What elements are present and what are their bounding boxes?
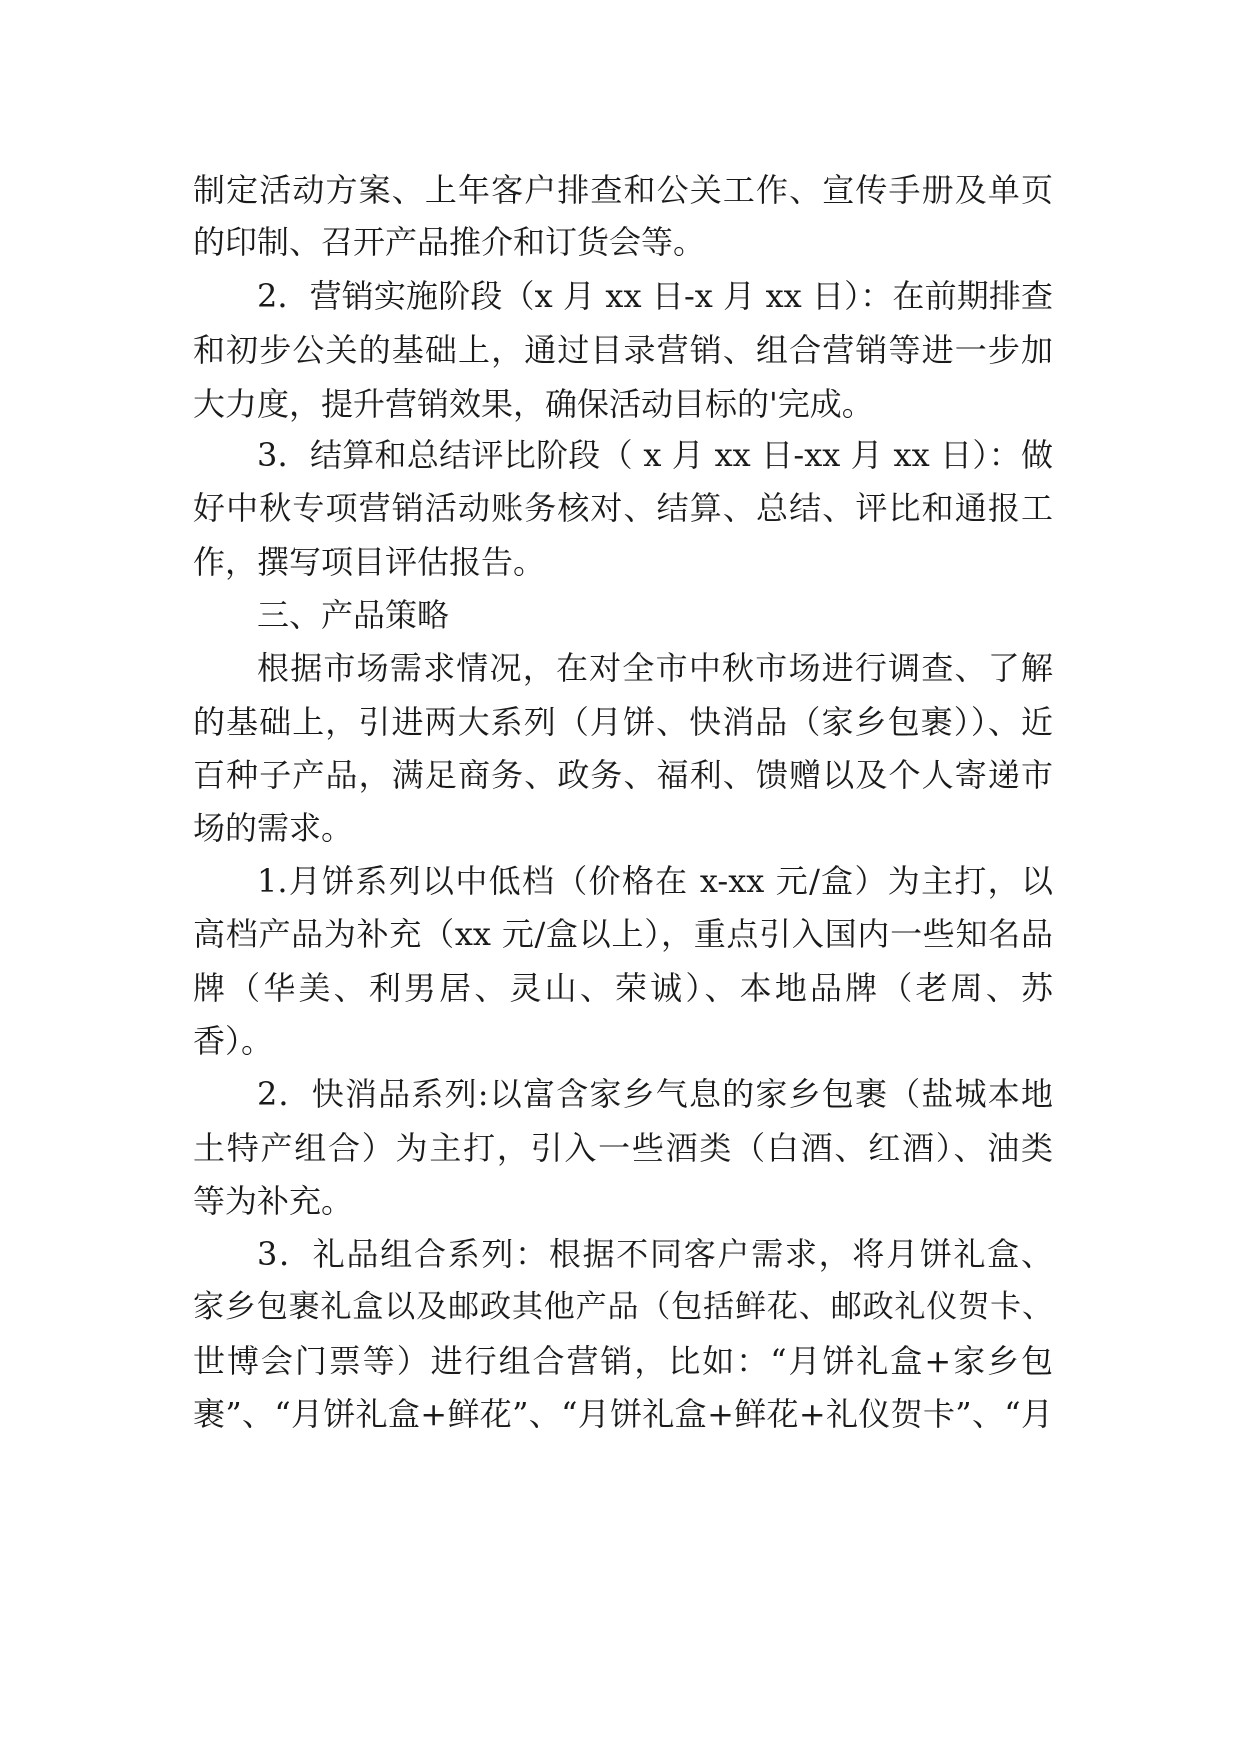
text-line: 高档产品为补充（xx 元/盒以上），重点引入国内一些知名品 [193, 915, 1053, 953]
text-line: 3．礼品组合系列：根据不同客户需求，将月饼礼盒、 [257, 1235, 1053, 1273]
text-line: 的基础上，引进两大系列（月饼、快消品（家乡包裹））、近 [193, 703, 1053, 741]
text-line: 根据市场需求情况，在对全市中秋市场进行调查、了解 [257, 649, 1053, 687]
text-line: 1.月饼系列以中低档（价格在 x-xx 元/盒）为主打，以 [257, 862, 1053, 900]
section-heading: 三、产品策略 [257, 596, 450, 634]
text-line: 作，撰写项目评估报告。 [193, 543, 546, 581]
text-line: 场的需求。 [193, 809, 354, 847]
text-line: 土特产组合）为主打，引入一些酒类（白酒、红酒）、油类 [193, 1129, 1053, 1167]
text-line: 百种子产品，满足商务、政务、福利、馈赠以及个人寄递市 [193, 756, 1053, 794]
text-line: 世博会门票等）进行组合营销，比如：“月饼礼盒+家乡包 [193, 1342, 1053, 1380]
text-line: 裹”、“月饼礼盒+鲜花”、“月饼礼盒+鲜花+礼仪贺卡”、“月 [193, 1395, 1053, 1433]
text-line: 的印制、召开产品推介和订货会等。 [193, 223, 706, 261]
text-line: 香）。 [193, 1022, 274, 1060]
text-line: 牌（华美、利男居、灵山、荣诚）、本地品牌（老周、苏 [193, 969, 1053, 1007]
text-line: 制定活动方案、上年客户排查和公关工作、宣传手册及单页 [193, 171, 1053, 209]
text-line: 等为补充。 [193, 1182, 354, 1220]
text-line: 好中秋专项营销活动账务核对、结算、总结、评比和通报工 [193, 489, 1053, 527]
text-line: 2．营销实施阶段（x 月 xx 日-x 月 xx 日）：在前期排查 [257, 277, 1053, 315]
text-line: 大力度，提升营销效果，确保活动目标的'完成。 [193, 385, 874, 423]
text-line: 和初步公关的基础上，通过目录营销、组合营销等进一步加 [193, 331, 1053, 369]
text-line: 家乡包裹礼盒以及邮政其他产品（包括鲜花、邮政礼仪贺卡、 [193, 1289, 1053, 1325]
text-line: 3．结算和总结评比阶段（ x 月 xx 日-xx 月 xx 日）：做 [257, 436, 1053, 474]
text-line: 2．快消品系列:以富含家乡气息的家乡包裹（盐城本地 [257, 1075, 1053, 1113]
